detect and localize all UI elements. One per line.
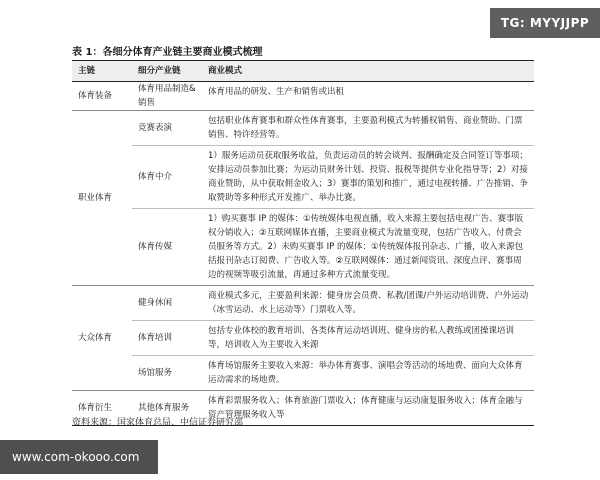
business-model-text: 商业模式多元，主要盈利来源：健身房会员费、私教/团课/户外运动培训费、户外运动（冰雪运动、水上运动等）门票收入等。 (208, 291, 529, 315)
main-chain-label: 体育装备 (78, 91, 113, 101)
sub-chain-label: 体育用品制造&销售 (138, 84, 196, 108)
table-header (72, 61, 534, 82)
table-row (132, 111, 534, 146)
sub-chain-label: 健身休闲 (138, 298, 173, 308)
table-row (132, 82, 534, 110)
watermark-bottom-left: www.com-okooo.com (0, 440, 158, 474)
source-note: 资料来源：国家体育总局、中信证券研究部 (72, 418, 244, 428)
header-sub-chain: 细分产业链 (138, 66, 181, 76)
business-model-table (72, 60, 534, 426)
table-caption: 表 1：各细分体育产业链主要商业模式梳理 (72, 47, 263, 58)
sub-chain-label: 其他体育服务 (138, 403, 190, 413)
business-model-text: 包括职业体育赛事和群众性体育赛事，主要盈利模式为转播权销售、商业赞助、门票销售、特许经营等。 (208, 116, 523, 140)
table-row (132, 209, 534, 285)
group-professional-sports (72, 111, 534, 286)
table-row (132, 286, 534, 321)
business-model-text: 体育用品的研发、生产和销售或出租 (208, 87, 345, 97)
sub-chain-label: 体育中介 (138, 172, 173, 182)
business-model-text: 体育场馆服务主要收入来源：举办体育赛事、演唱会等活动的场地费、面向大众体育运动需求的场地费。 (208, 361, 523, 385)
business-model-text: 1）购买赛事 IP 的媒体：①传统媒体电视直播，收入来源主要包括电视广告、赛事版权分销收入；②互联网媒体直播，主要商业模式为流量变现，包括广告收入、付费会员服务等方式。2）未购买赛事 IP 的媒体：①传统媒体报刊杂志、广播，收入来源包括报刊杂志订阅费、广告收入等。②互联网媒体：通过新闻资讯、深度点评、赛事周边的视频等吸引流量，再通过多种方式流量变现。 (208, 214, 524, 280)
main-chain-label: 职业体育 (78, 193, 113, 203)
sub-chain-label: 体育传媒 (138, 242, 173, 252)
watermark-top-right: TG: MYYJJPP (490, 8, 600, 38)
sub-chain-label: 竞赛表演 (138, 123, 173, 133)
header-business-model: 商业模式 (208, 66, 243, 76)
sub-chain-label: 场馆服务 (138, 368, 173, 378)
main-chain-label: 体育衍生 (78, 403, 113, 413)
table-row (132, 321, 534, 356)
business-model-text: 包括专业体校的教育培训、各类体育运动培训班、健身房的私人教练或团操课培训等，培训收入为主要收入来源 (208, 326, 515, 350)
sub-chain-label: 体育培训 (138, 333, 173, 343)
group-sports-equipment (72, 82, 534, 111)
header-main-chain: 主链 (78, 66, 96, 76)
group-mass-sports (72, 286, 534, 391)
business-model-text: 1）服务运动员获取服务收益，负责运动员的转会谈判、报酬确定及合同签订等事项；安排运动员参加比赛；为运动员财务计划、投资、报税等提供专业化指导等；2）对接商业赞助，从中获取佣金收入；3）赛事的策划和推广，通过电视转播、广告推销、争取赞助等多种形式开发推广、举办比赛。 (208, 151, 528, 203)
table-row (132, 356, 534, 390)
business-model-text: 体育彩票服务收入；体育旅游门票收入；体育健康与运动康复服务收入；体育金融与资产管理服务收入等 (208, 396, 523, 420)
table-row (132, 146, 534, 209)
main-chain-label: 大众体育 (78, 333, 113, 343)
